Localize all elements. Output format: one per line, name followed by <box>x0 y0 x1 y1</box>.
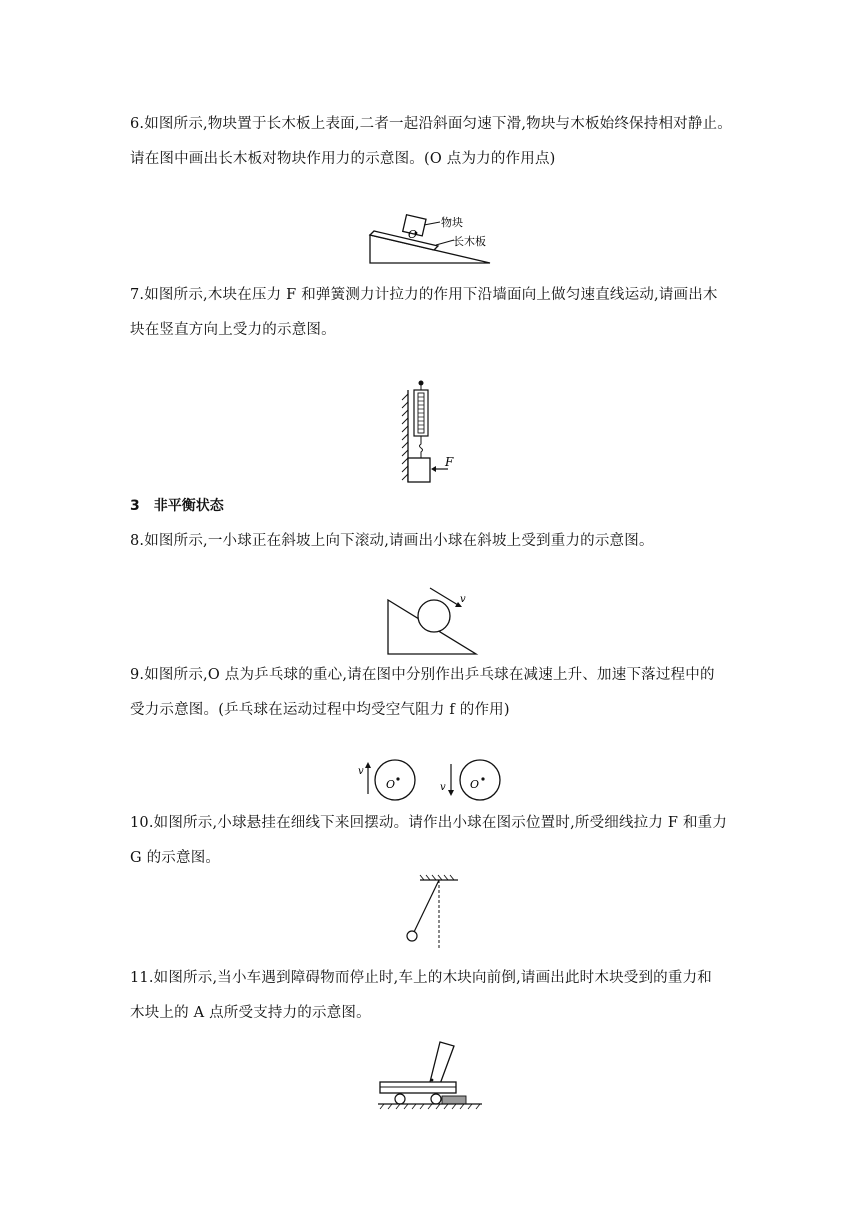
q6-incline-figure <box>360 205 500 267</box>
obstacle <box>442 1096 466 1104</box>
q11-cart-figure <box>374 1036 486 1112</box>
q8-text-line1: 8.如图所示,一小球正在斜坡上向下滚动,请画出小球在斜坡上受到重力的示意图。 <box>130 533 654 549</box>
wooden-block <box>408 458 430 482</box>
board-shape <box>370 231 438 250</box>
q7-spring-scale-figure <box>398 378 468 484</box>
q9-text-line2: 受力示意图。(乒乓球在运动过程中均受空气阻力 f 的作用) <box>130 702 510 718</box>
pendulum-string <box>414 880 439 932</box>
q6-text-line2: 请在图中画出长木板对物块作用力的示意图。(O 点为力的作用点) <box>130 151 556 167</box>
pendulum-ball <box>407 931 417 941</box>
q10-text-line2: G 的示意图。 <box>130 850 221 866</box>
q7-text-line2: 块在竖直方向上受力的示意图。 <box>130 322 336 338</box>
q6-text-line1: 6.如图所示,物块置于长木板上表面,二者一起沿斜面匀速下滑,物块与木板始终保持相对静止。 <box>130 116 732 132</box>
section-3-title: 3 非平衡状态 <box>130 498 224 514</box>
q9-label-v-down: v <box>440 782 446 793</box>
q9-label-O-right: O <box>470 778 480 791</box>
wall-hatch <box>402 394 408 480</box>
q9-text-line1: 9.如图所示,O 点为乒乓球的重心,请在图中分别作出乒乓球在减速上升、加速下落过程中的 <box>130 667 715 683</box>
q8-slope-figure <box>380 582 490 658</box>
q11-text-line2: 木块上的 A 点所受支持力的示意图。 <box>130 1005 371 1021</box>
cart-body <box>380 1082 456 1093</box>
q7-text-line1: 7.如图所示,木块在压力 F 和弹簧测力计拉力的作用下沿墙面向上做匀速直线运动,请画出木 <box>130 287 718 303</box>
q7-label-F: F <box>445 455 454 469</box>
ping-pong-ball-falling <box>460 760 500 800</box>
cart-wheel-front <box>431 1094 441 1104</box>
q9-label-v-up: v <box>358 766 364 777</box>
q9-ping-pong-figure <box>352 756 508 804</box>
q9-label-O-left: O <box>386 778 396 791</box>
toppling-block <box>430 1042 454 1084</box>
q6-label-O: O <box>408 228 418 241</box>
q6-label-block: 物块 <box>441 216 463 229</box>
q10-text-line1: 10.如图所示,小球悬挂在细线下来回摆动。请作出小球在图示位置时,所受细线拉力 F 和重力 <box>130 815 728 831</box>
q11-text-line1: 11.如图所示,当小车遇到障碍物而停止时,车上的木块向前倒,请画出此时木块受到的重力和 <box>130 970 712 986</box>
rolling-ball <box>418 600 450 632</box>
q8-label-v: v <box>460 594 466 605</box>
q10-pendulum-figure <box>400 874 464 954</box>
q6-label-board: 长木板 <box>453 235 486 248</box>
cart-wheel-rear <box>395 1094 405 1104</box>
